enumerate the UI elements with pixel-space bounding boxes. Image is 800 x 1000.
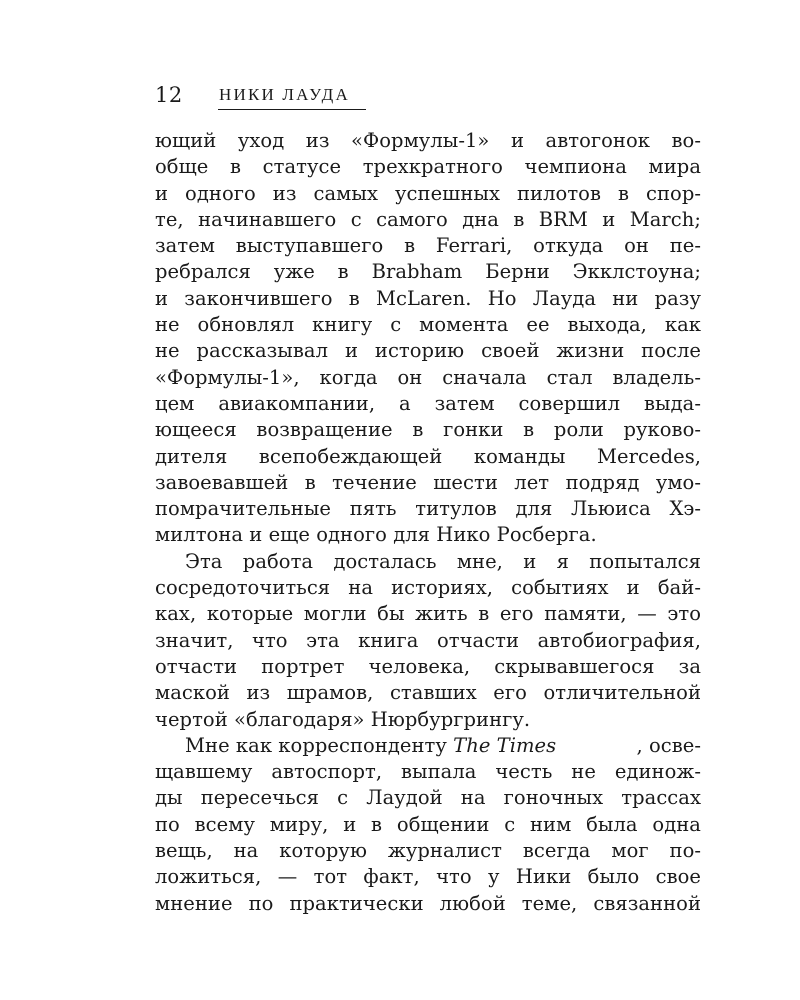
paragraph-3: [155, 733, 701, 917]
text-line: ющий уход из «Формулы-1» и автогонок во-: [155, 129, 701, 152]
text-line: дителя всепобеждающей команды Mercedes,: [155, 444, 701, 468]
text-segment: Мне как корреспонденту: [185, 733, 454, 757]
text-line: маской из шрамов, ставших его отличительной: [155, 681, 701, 705]
text-line: ках, которые могли бы жить в его памяти, — это: [155, 602, 701, 626]
text-line: не обновлял книгу с момента ее выхода, как: [155, 313, 701, 337]
text-line: не рассказывал и историю своей жизни после: [155, 339, 701, 363]
text-line: ребрался уже в Brabham Берни Экклстоуна;: [155, 260, 701, 284]
text-line: [155, 733, 701, 759]
text-line: помрачительные пять титулов для Льюиса Хэ-: [155, 497, 701, 521]
text-line: обще в статусе трехкратного чемпиона мира: [155, 155, 701, 179]
text-line: ющееся возвращение в гонки в роли руково-: [155, 418, 701, 442]
text-line: сосредоточиться на историях, событиях и бай-: [155, 576, 701, 600]
text-line: завоевавшей в течение шести лет подряд умо-: [155, 470, 701, 494]
text-line: вещь, на которую журналист всегда мог по-: [155, 839, 701, 863]
running-head-title: НИКИ ЛАУДА: [219, 85, 350, 104]
text-line: и закончившего в McLaren. Но Лауда ни разу: [155, 286, 701, 310]
text-line: ложиться, — тот факт, что у Ники было свое: [155, 865, 701, 889]
paragraph-1: [155, 128, 701, 549]
text-line: цем авиакомпании, а затем совершил выда-: [155, 391, 701, 415]
paragraph-2: [155, 549, 701, 733]
running-head-rule: [218, 109, 366, 110]
page-number: 12: [155, 83, 183, 107]
publication-title: The Times: [453, 733, 557, 757]
text-segment: , осве-: [636, 733, 701, 757]
body-text: [155, 128, 701, 917]
text-line: милтона и еще одного для Нико Росберга.: [155, 523, 597, 547]
text-line: чертой «благодаря» Нюрбургрингу.: [155, 707, 531, 731]
text-line: ды пересечься с Лаудой на гоночных трассах: [155, 786, 701, 810]
running-head: [155, 78, 375, 112]
text-line: «Формулы-1», когда он сначала стал владель-: [155, 365, 701, 389]
text-line: Эта работа досталась мне, и я попытался: [185, 549, 701, 573]
text-line: по всему миру, и в общении с ним была одна: [155, 812, 701, 836]
text-line: отчасти портрет человека, скрывавшегося за: [155, 654, 701, 678]
text-line: те, начинавшего с самого дна в BRM и March;: [155, 207, 701, 231]
text-line: щавшему автоспорт, выпала честь не единож-: [155, 760, 701, 784]
text-line: затем выступавшего в Ferrari, откуда он пе-: [155, 234, 701, 258]
text-line: и одного из самых успешных пилотов в спор-: [155, 181, 701, 205]
text-line: значит, что эта книга отчасти автобиография,: [155, 628, 701, 652]
text-line: мнение по практически любой теме, связанной: [155, 891, 701, 915]
